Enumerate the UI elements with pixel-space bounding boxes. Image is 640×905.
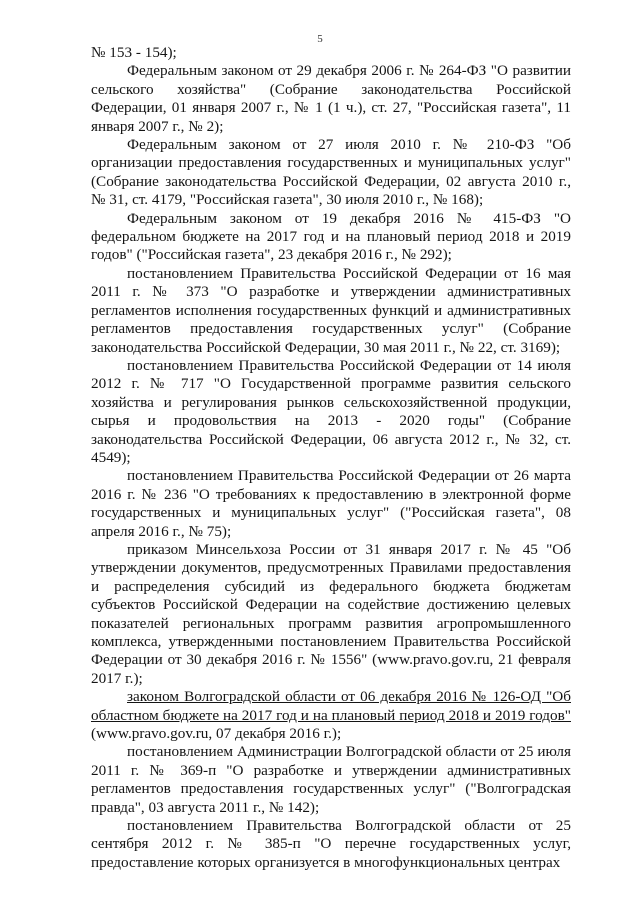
paragraph-text: (www.pravo.gov.ru, 07 декабря 2016 г.); <box>91 725 342 743</box>
paragraph-11 <box>91 817 571 872</box>
paragraph-text: постановлением Правительства Российской Федерации от 14 июля 2012 г. № 717 "О Государственной программе развития сельского хозяйства и регулирования рынков сельскохозяйственной продукции, сырья и продовольствия на 2013 - 2020 годы" (Собрание законодательства Российской Федерации, 06 августа 2012 г., № 32, ст. 4549); <box>91 356 571 466</box>
paragraph-text: постановлением Администрации Волгоградской области от 25 июля 2011 г. № 369-п "О разработке и утверждении административных регламентов предоставления государственных услуг" ("Волгоградская правда", 03 августа 2011 г., № 142); <box>91 743 571 816</box>
underlined-law-reference: законом Волгоградской области от 06 декабря 2016 № 126-ОД "Об областном бюджете на 2017 год и на плановый период 2018 и 2019 годов" <box>91 688 571 724</box>
paragraph-text: Федеральным законом от 29 декабря 2006 г. № 264-ФЗ "О развитии сельского хозяйства" (Собрание законодательства Российской Федерации, 01 января 2007 г., № 1 (1 ч.), ст. 27, "Российская газета", 11 января 2007 г., № 2); <box>91 62 571 135</box>
paragraph-text: Федеральным законом от 27 июля 2010 г. № 210-ФЗ "Об организации предоставления государственных и муниципальных услуг" (Собрание законодательства Российской Федерации, 02 августа 2010 г., № 31, ст. 4179, "Российская газета", 30 июля 2010 г., № 168); <box>91 136 571 209</box>
document-body <box>91 44 571 872</box>
paragraph-text: постановлением Правительства Российской Федерации от 16 мая 2011 г. № 373 "О разработке и утверждении административных регламентов исполнения государственных функций и административных регламентов предоставления государственных услуг" (Собрание законодательства Российской Федерации, 30 мая 2011 г., № 22, ст. 3169); <box>91 264 571 356</box>
paragraph-text: № 153 - 154); <box>91 44 177 61</box>
paragraph-6 <box>91 357 571 467</box>
paragraph-8 <box>91 541 571 688</box>
paragraph-2 <box>91 62 571 136</box>
page-number: 5 <box>317 33 323 45</box>
paragraph-text: приказом Минсельхоза России от 31 января 2017 г. № 45 "Об утверждении документов, предусмотренных Правилами предоставления и распределения субсидий из федерального бюджета бюджетам субъектов Российской Федерации на содействие достижению целевых показателей региональных программ развития агропромышленного комплекса, утвержденными постановлением Правительства Российской Федерации от 30 декабря 2016 г. № 1556" (www.pravo.gov.ru, 21 февраля 2017 г.); <box>91 540 571 687</box>
paragraph-10 <box>91 743 571 817</box>
paragraph-9 <box>91 688 571 743</box>
paragraph-1 <box>91 44 571 62</box>
paragraph-text: Федеральным законом от 19 декабря 2016 № 415-ФЗ "О федеральном бюджете на 2017 год и на плановый период 2018 и 2019 годов" ("Российская газета", 23 декабря 2016 г., № 292); <box>91 209 571 264</box>
paragraph-3 <box>91 136 571 210</box>
paragraph-7 <box>91 467 571 541</box>
paragraph-4 <box>91 210 571 265</box>
paragraph-text: постановлением Правительства Волгоградской области от 25 сентября 2012 г. № 385-п "О перечне государственных услуг, предоставление которых организуется в многофункциональных центрах <box>91 817 571 871</box>
paragraph-text: постановлением Правительства Российской Федерации от 26 марта 2016 г. № 236 "О требованиях к предоставлению в электронной форме государственных и муниципальных услуг" ("Российская газета", 08 апреля 2016 г., № 75); <box>91 467 571 540</box>
paragraph-5 <box>91 265 571 357</box>
